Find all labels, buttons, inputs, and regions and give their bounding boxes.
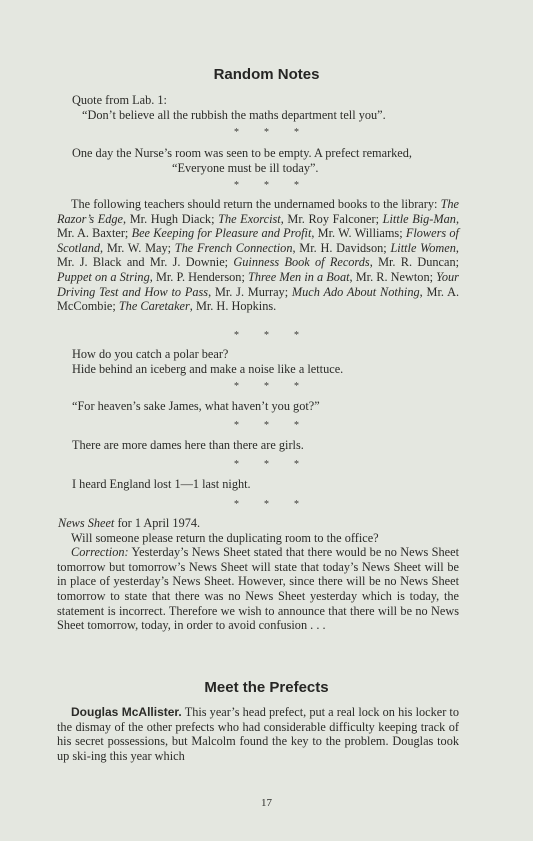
correction-text: Yesterday’s News Sheet stated that there would be no News Sheet tomorrow but tomorrow’s News Sheet will state that today’s News Sheet will be in place of yesterday’s News Sheet. However, since there will be no News Sheet tomorrow to state that there was no News Sheet yesterday which is today, the statement is incorrect. Therefore we wish to announce that there will be no News Sheet tomorrow, today, in order to avoid confusion . . . (57, 545, 459, 633)
book-title: Your Driving Test and How to Pass (57, 269, 459, 299)
book-entry: The Exorcist, Mr. Roy Falconer; (218, 211, 383, 226)
quote-block (72, 93, 472, 122)
polar-question: How do you catch a polar bear? (72, 347, 229, 361)
book-entry: Three Men in a Boat, Mr. R. Newton; (247, 269, 437, 284)
book-borrower: Mr. A. Baxter (57, 226, 125, 241)
polar-bear-joke (72, 347, 472, 376)
book-entry: The Caretaker, Mr. H. Hopkins. (118, 299, 277, 314)
dames-line: There are more dames here than there are girls. (72, 438, 304, 452)
book-title: Much Ado About Nothing (291, 284, 420, 299)
separator: * * * (234, 459, 299, 470)
separator: * * * (234, 420, 299, 431)
book-entry: Little Women, Mr. J. Black and Mr. J. Downie; (57, 240, 459, 270)
book-title: Three Men in a Boat (247, 269, 350, 284)
nurse-paragraph (72, 146, 464, 175)
book-borrower: Mr. J. Black and Mr. J. Downie (57, 255, 225, 270)
section-title-meet-the-prefects: Meet the Prefects (204, 679, 329, 696)
book-title: The Exorcist (218, 211, 281, 226)
separator: * * * (234, 180, 299, 191)
book-borrower: Mr. H. Davidson (299, 240, 384, 255)
book-entry: The Razor’s Edge, Mr. Hugh Diack; (57, 197, 460, 226)
books-paragraph (57, 197, 459, 314)
book-borrower: Mr. Hugh Diack (129, 211, 212, 226)
news-sheet-block (57, 516, 459, 633)
book-title: Flowers of Scotland (57, 226, 459, 255)
book-entry: Much Ado About Nothing, Mr. A. McCombie; (57, 284, 460, 314)
book-borrower: Mr. J. Murray (214, 284, 285, 299)
book-borrower: Mr. R. Duncan (378, 255, 456, 270)
book-title: Guinness Book of Records (233, 255, 370, 270)
separator: * * * (234, 499, 299, 510)
polar-answer: Hide behind an iceberg and make a noise like a lettuce. (72, 361, 344, 376)
book-entry: Little Big-Man, Mr. A. Baxter; (57, 211, 460, 241)
nurse-line-1: One day the Nurse’s room was seen to be empty. A prefect remarked, (72, 146, 412, 160)
prefect-name: Douglas McAllister. (71, 705, 182, 719)
quote-intro: Quote from Lab. 1: (72, 93, 167, 107)
book-borrower: Mr. R. Newton (355, 269, 430, 284)
book-borrower: Mr. W. May (106, 240, 168, 255)
book-title: Puppet on a String (57, 269, 150, 284)
separator: * * * (234, 381, 299, 392)
books-intro: The following teachers should return the undernamed books to the library: (71, 197, 438, 211)
page-number: 17 (261, 797, 272, 809)
book-entry: Puppet on a String, Mr. P. Henderson; (57, 269, 248, 284)
book-title: Bee Keeping for Pleasure and Profit (131, 226, 312, 241)
book-borrower: Mr. P. Henderson (155, 269, 242, 284)
book-entry: The French Connection, Mr. H. Davidson; (174, 240, 391, 255)
news-sheet-header (57, 516, 459, 531)
book-title: Little Women (390, 240, 456, 255)
news-question: Will someone please return the duplicating room to the office? (71, 530, 379, 545)
separator: * * * (234, 330, 299, 341)
correction-label: Correction: (71, 545, 129, 560)
england-line: I heard England lost 1—1 last night. (72, 477, 251, 491)
book-title: The Razor’s Edge (57, 197, 460, 226)
books-list (57, 197, 459, 313)
book-title: The French Connection (174, 240, 293, 255)
book-borrower: Mr. A. McCombie (57, 284, 460, 314)
book-borrower: Mr. W. Williams (317, 226, 400, 241)
prefect-text: This year’s head prefect, put a real lock on his locker to the dismay of the other prefects who had considerable difficulty keeping track of his secret possessions, but Malcolm found the key to the problem. Douglas took up ski-ing this year which (57, 705, 459, 763)
book-entry: Bee Keeping for Pleasure and Profit, Mr. W. Williams; (131, 226, 406, 241)
quote-text: “Don’t believe all the rubbish the maths department tell you”. (82, 107, 386, 122)
book-borrower: Mr. H. Hopkins (195, 299, 274, 314)
book-borrower: Mr. Roy Falconer (287, 211, 376, 226)
book-entry: Your Driving Test and How to Pass, Mr. J. Murray; (57, 269, 459, 299)
news-sheet-title: News Sheet (58, 516, 115, 530)
nurse-line-2: “Everyone must be ill today”. (172, 160, 319, 175)
book-entry: Guinness Book of Records, Mr. R. Duncan; (233, 255, 460, 270)
correction-paragraph (57, 545, 459, 633)
book-title: The Caretaker (118, 299, 190, 314)
section-title-random-notes: Random Notes (213, 66, 320, 83)
book-title: Little Big-Man (382, 211, 456, 226)
james-line: “For heaven’s sake James, what haven’t you got?” (72, 399, 320, 413)
book-entry: Flowers of Scotland, Mr. W. May; (57, 226, 459, 255)
prefect-paragraph (57, 705, 459, 763)
news-sheet-date: for 1 April 1974. (117, 516, 201, 530)
separator: * * * (234, 127, 299, 138)
